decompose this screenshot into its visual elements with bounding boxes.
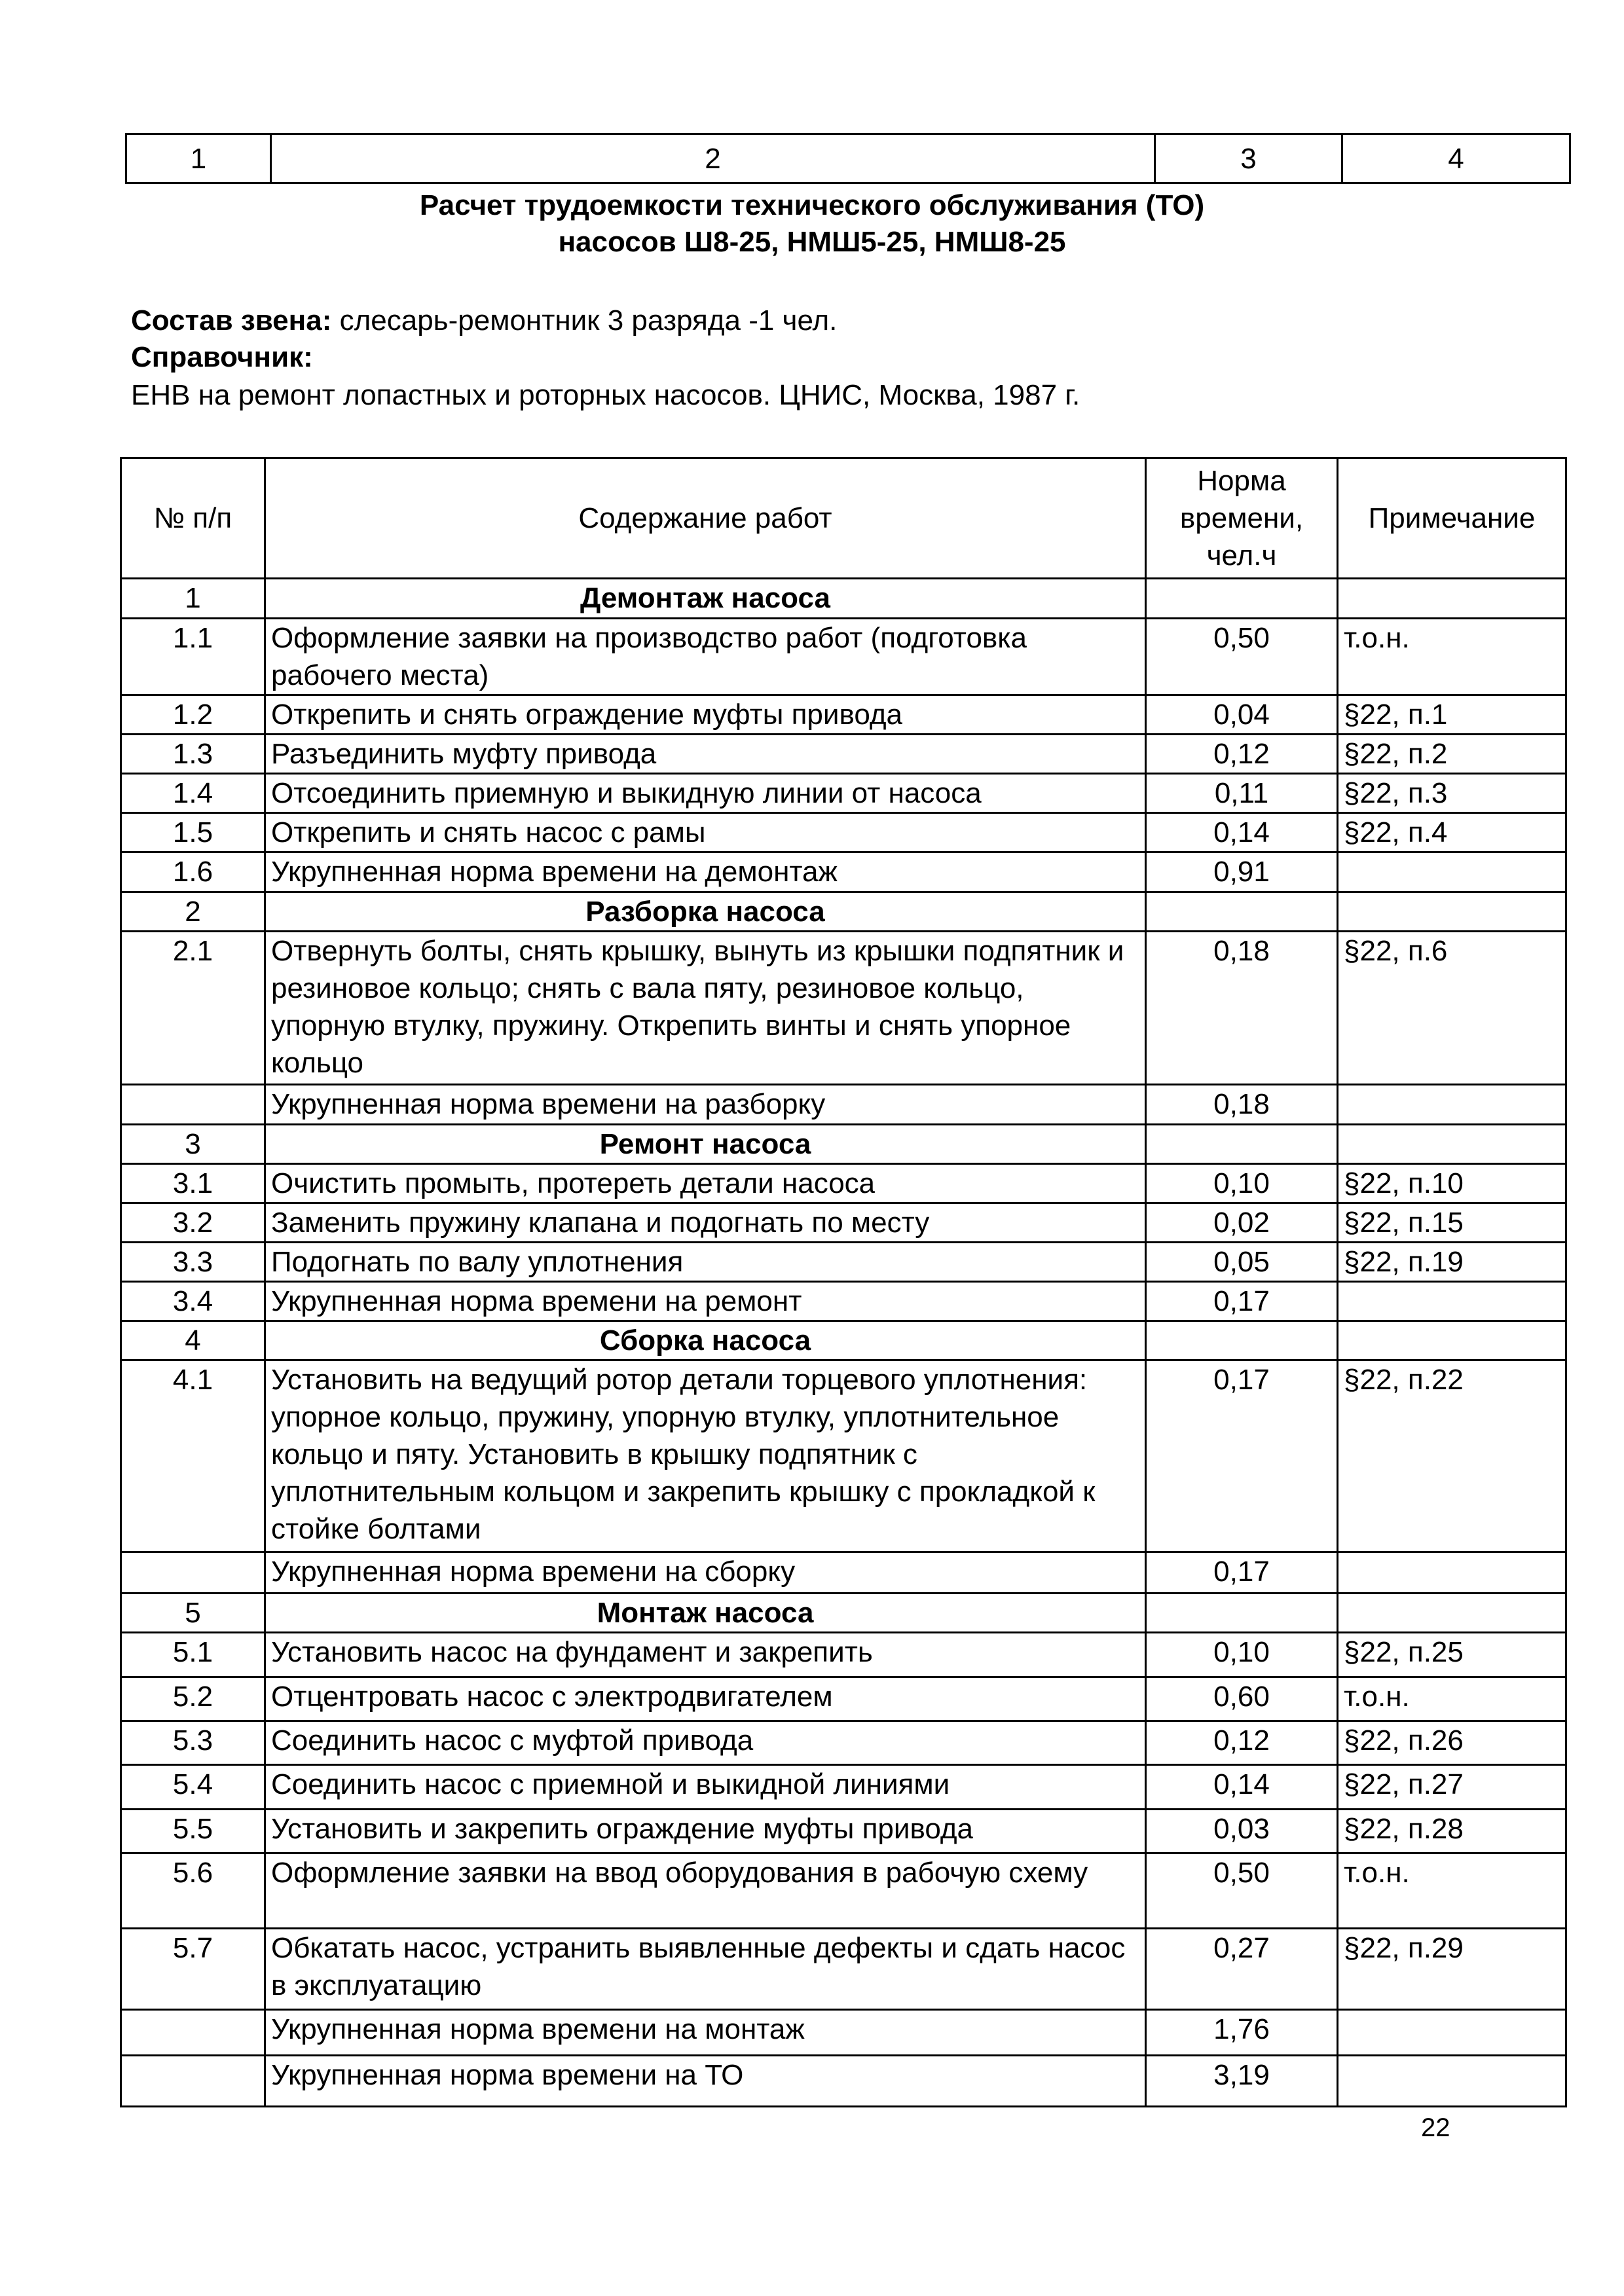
section-row	[121, 1321, 1566, 1360]
table-row	[121, 735, 1566, 774]
header-work-content: Содержание работ	[265, 458, 1146, 579]
note: §22, п.25	[1338, 1633, 1566, 1677]
table-row	[121, 774, 1566, 813]
table-row	[121, 2010, 1566, 2056]
row-number: 5.2	[121, 1677, 265, 1721]
work-description: Укрупненная норма времени на сборку	[265, 1552, 1146, 1594]
header-time-norm: Норма времени, чел.ч	[1146, 458, 1338, 579]
note: т.о.н.	[1338, 1677, 1566, 1721]
reference-label-text: Справочник:	[131, 341, 313, 373]
row-number: 3.3	[121, 1243, 265, 1282]
note: §22, п.27	[1338, 1765, 1566, 1810]
column-number: 4	[1342, 134, 1570, 183]
row-number: 2.1	[121, 932, 265, 1085]
row-number: 3.4	[121, 1282, 265, 1321]
time-norm: 0,12	[1146, 1721, 1338, 1765]
work-description: Укрупненная норма времени на ремонт	[265, 1282, 1146, 1321]
row-number: 3	[121, 1125, 265, 1164]
column-number: 1	[126, 134, 271, 183]
work-description: Укрупненная норма времени на разборку	[265, 1085, 1146, 1125]
note: §22, п.28	[1338, 1810, 1566, 1853]
time-norm: 0,27	[1146, 1929, 1338, 2010]
work-description: Заменить пружину клапана и подогнать по месту	[265, 1203, 1146, 1243]
row-number: 3.1	[121, 1164, 265, 1203]
work-description: Установить и закрепить ограждение муфты привода	[265, 1810, 1146, 1853]
row-number: 5.6	[121, 1853, 265, 1929]
row-number: 1.2	[121, 695, 265, 735]
table-row	[121, 1853, 1566, 1929]
time-norm: 0,18	[1146, 932, 1338, 1085]
table-row	[121, 1929, 1566, 2010]
section-row	[121, 1594, 1566, 1633]
work-description: Ремонт насоса	[265, 1125, 1146, 1164]
work-description: Укрупненная норма времени на монтаж	[265, 2010, 1146, 2056]
work-description: Очистить промыть, протереть детали насоса	[265, 1164, 1146, 1203]
row-number: 5.1	[121, 1633, 265, 1677]
document-title-line1: Расчет трудоемкости технического обслуживания (ТО)	[419, 189, 1205, 221]
note	[1338, 2056, 1566, 2107]
table-row	[121, 1721, 1566, 1765]
column-number: 2	[271, 134, 1155, 183]
note	[1338, 1085, 1566, 1125]
table-row	[121, 1164, 1566, 1203]
work-description: Подогнать по валу уплотнения	[265, 1243, 1146, 1282]
note	[1338, 2010, 1566, 2056]
work-description: Сборка насоса	[265, 1321, 1146, 1360]
section-row	[121, 1125, 1566, 1164]
row-number: 4.1	[121, 1360, 265, 1552]
work-description: Установить насос на фундамент и закрепить	[265, 1633, 1146, 1677]
note: §22, п.2	[1338, 735, 1566, 774]
note	[1338, 1282, 1566, 1321]
time-norm: 0,04	[1146, 695, 1338, 735]
row-number: 5.5	[121, 1810, 265, 1853]
table-row	[121, 2056, 1566, 2107]
table-row	[121, 1085, 1566, 1125]
work-description: Отцентровать насос с электродвигателем	[265, 1677, 1146, 1721]
note	[1338, 1321, 1566, 1360]
table-row	[121, 1765, 1566, 1810]
table-header-row	[121, 458, 1566, 579]
work-description: Разъединить муфту привода	[265, 735, 1146, 774]
note: т.о.н.	[1338, 619, 1566, 695]
work-description: Открепить и снять насос с рамы	[265, 813, 1146, 852]
section-row	[121, 892, 1566, 932]
work-description: Разборка насоса	[265, 892, 1146, 932]
time-norm: 0,18	[1146, 1085, 1338, 1125]
row-number	[121, 2056, 265, 2107]
note: §22, п.22	[1338, 1360, 1566, 1552]
row-number: 4	[121, 1321, 265, 1360]
work-description: Демонтаж насоса	[265, 579, 1146, 619]
column-number-header	[125, 133, 1571, 184]
table-row	[121, 932, 1566, 1085]
note	[1338, 852, 1566, 892]
row-number: 2	[121, 892, 265, 932]
note: §22, п.29	[1338, 1929, 1566, 2010]
table-row	[121, 1633, 1566, 1677]
time-norm: 0,17	[1146, 1552, 1338, 1594]
note	[1338, 1552, 1566, 1594]
reference-value: ЕНВ на ремонт лопастных и роторных насосов. ЦНИС, Москва, 1987 г.	[131, 379, 1080, 411]
table-row	[121, 1282, 1566, 1321]
work-description: Отвернуть болты, снять крышку, вынуть из крышки подпятник и резиновое кольцо; снять с вала пяту, резиновое кольцо, упорную втулку, пружину. Открепить винты и снять упорное кольцо	[265, 932, 1146, 1085]
time-norm: 0,12	[1146, 735, 1338, 774]
table-row	[121, 695, 1566, 735]
time-norm: 0,05	[1146, 1243, 1338, 1282]
row-number: 1.3	[121, 735, 265, 774]
time-norm: 0,50	[1146, 1853, 1338, 1929]
crew-line	[131, 302, 837, 339]
header-note: Примечание	[1338, 458, 1566, 579]
table-row	[121, 1203, 1566, 1243]
page-number: 22	[1421, 2113, 1450, 2142]
table-row	[121, 813, 1566, 852]
note: т.о.н.	[1338, 1853, 1566, 1929]
time-norm: 0,03	[1146, 1810, 1338, 1853]
time-norm: 0,50	[1146, 619, 1338, 695]
time-norm: 0,11	[1146, 774, 1338, 813]
time-norm	[1146, 1594, 1338, 1633]
time-norm: 0,60	[1146, 1677, 1338, 1721]
note: §22, п.15	[1338, 1203, 1566, 1243]
row-number	[121, 2010, 265, 2056]
work-description: Отсоединить приемную и выкидную линии от насоса	[265, 774, 1146, 813]
work-description: Оформление заявки на производство работ (подготовка рабочего места)	[265, 619, 1146, 695]
work-description: Оформление заявки на ввод оборудования в рабочую схему	[265, 1853, 1146, 1929]
work-description: Установить на ведущий ротор детали торцевого уплотнения: упорное кольцо, пружину, упорную втулку, уплотнительное кольцо и пяту. Установить в крышку подпятник с уплотнительным кольцом и закрепить крышку с прокладкой к стойке болтами	[265, 1360, 1146, 1552]
time-norm: 0,91	[1146, 852, 1338, 892]
table-row	[121, 852, 1566, 892]
work-description: Соединить насос с приемной и выкидной линиями	[265, 1765, 1146, 1810]
time-norm	[1146, 1125, 1338, 1164]
time-norm: 0,02	[1146, 1203, 1338, 1243]
row-number	[121, 1085, 265, 1125]
time-norm: 0,14	[1146, 1765, 1338, 1810]
row-number: 1.4	[121, 774, 265, 813]
row-number: 5.7	[121, 1929, 265, 2010]
time-norm: 0,10	[1146, 1633, 1338, 1677]
work-description: Укрупненная норма времени на ТО	[265, 2056, 1146, 2107]
section-row	[121, 579, 1566, 619]
work-description: Открепить и снять ограждение муфты привода	[265, 695, 1146, 735]
row-number: 5.3	[121, 1721, 265, 1765]
note: §22, п.10	[1338, 1164, 1566, 1203]
note	[1338, 892, 1566, 932]
table-row	[121, 1552, 1566, 1594]
document-title-line2: насосов Ш8-25, НМШ5-25, НМШ8-25	[558, 226, 1066, 258]
row-number: 3.2	[121, 1203, 265, 1243]
work-description: Обкатать насос, устранить выявленные дефекты и сдать насос в эксплуатацию	[265, 1929, 1146, 2010]
work-description: Монтаж насоса	[265, 1594, 1146, 1633]
reference-label	[131, 339, 313, 376]
column-number: 3	[1155, 134, 1342, 183]
row-number	[121, 1552, 265, 1594]
time-norm: 0,17	[1146, 1282, 1338, 1321]
work-description: Соединить насос с муфтой привода	[265, 1721, 1146, 1765]
note: §22, п.26	[1338, 1721, 1566, 1765]
table-row	[121, 1810, 1566, 1853]
note	[1338, 579, 1566, 619]
note: §22, п.6	[1338, 932, 1566, 1085]
note: §22, п.4	[1338, 813, 1566, 852]
note: §22, п.19	[1338, 1243, 1566, 1282]
row-number: 5.4	[121, 1765, 265, 1810]
note: §22, п.3	[1338, 774, 1566, 813]
note	[1338, 1594, 1566, 1633]
labor-norms-table	[120, 457, 1567, 2107]
time-norm: 0,10	[1146, 1164, 1338, 1203]
row-number: 1.6	[121, 852, 265, 892]
time-norm	[1146, 579, 1338, 619]
note	[1338, 1125, 1566, 1164]
table-row	[121, 1677, 1566, 1721]
note: §22, п.1	[1338, 695, 1566, 735]
row-number: 5	[121, 1594, 265, 1633]
time-norm: 1,76	[1146, 2010, 1338, 2056]
header-number: № п/п	[121, 458, 265, 579]
time-norm: 0,14	[1146, 813, 1338, 852]
table-row	[121, 1360, 1566, 1552]
crew-label: Состав звена:	[131, 304, 332, 337]
row-number: 1	[121, 579, 265, 619]
crew-value: слесарь-ремонтник 3 разряда -1 чел.	[331, 304, 838, 337]
time-norm: 0,17	[1146, 1360, 1338, 1552]
row-number: 1.5	[121, 813, 265, 852]
table-row	[121, 1243, 1566, 1282]
row-number: 1.1	[121, 619, 265, 695]
time-norm	[1146, 1321, 1338, 1360]
time-norm	[1146, 892, 1338, 932]
table-row	[121, 619, 1566, 695]
work-description: Укрупненная норма времени на демонтаж	[265, 852, 1146, 892]
time-norm: 3,19	[1146, 2056, 1338, 2107]
